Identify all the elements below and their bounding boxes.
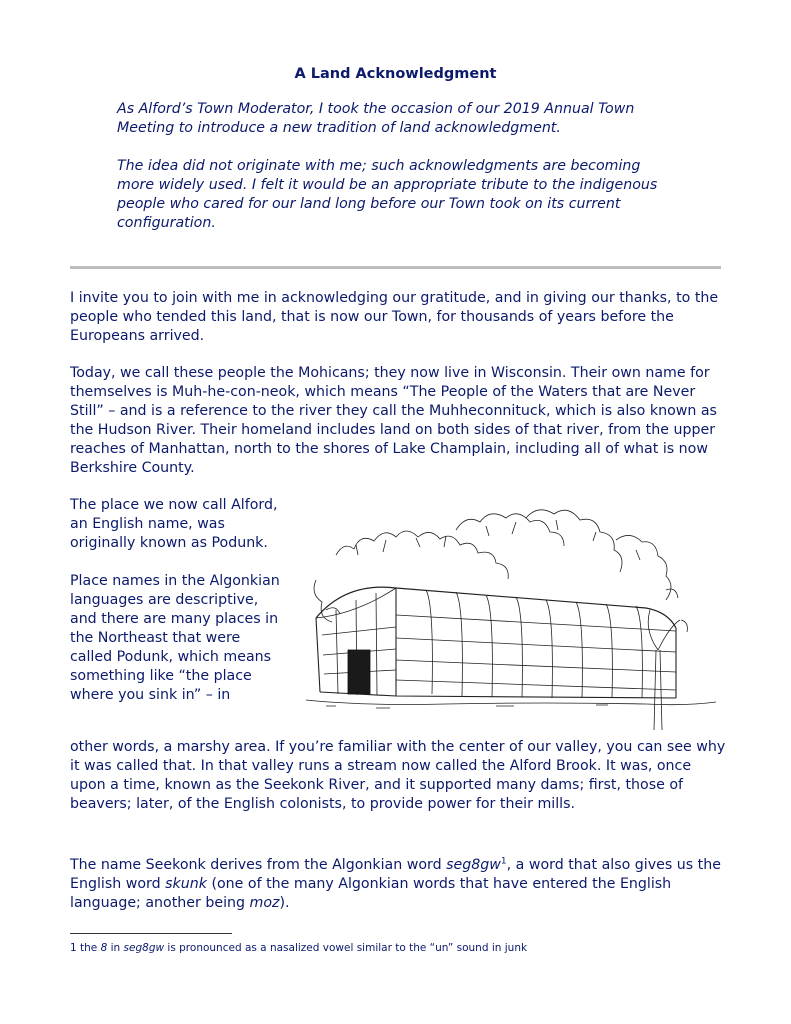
body-paragraph-5: other words, a marshy area. If you’re familiar with the center of our valley, you can see why it was called that. In that valley runs a stream now called the Alford Brook. It was, once upon a time, known as the Seekonk River, and it supported many dams; first, those of beavers; later, of the English colonists, to provide power for their mills. <box>70 739 726 812</box>
footnote <box>70 942 730 955</box>
footnote-number: 1 <box>70 942 77 954</box>
body-paragraph-6 <box>70 856 730 913</box>
intro-block <box>117 100 677 252</box>
body-paragraph-1: I invite you to join with me in acknowledging our gratitude, and in giving our thanks, to the people who tended this land, that is now our Town, for thousands of years before the Europeans arrived. <box>70 290 719 344</box>
footnote-text-a: the <box>76 942 101 954</box>
word-skunk: skunk <box>165 876 207 892</box>
footnote-text-b: in <box>107 942 124 954</box>
body-paragraph-3: The place we now call Alford, an English name, was originally known as Podunk. <box>70 497 278 551</box>
longhouse-illustration <box>296 500 726 735</box>
footnote-eight: 8 <box>100 942 108 954</box>
footnote-word: seg8gw <box>123 942 165 954</box>
p6-text-d: ). <box>279 895 290 911</box>
footnote-divider <box>70 933 232 934</box>
intro-paragraph-1: As Alford’s Town Moderator, I took the occasion of our 2019 Annual Town Meeting to introduce a new tradition of land acknowledgment. <box>117 101 635 136</box>
document-title: A Land Acknowledgment <box>294 66 497 82</box>
p6-text-b: , a word that also gives us the English word <box>70 857 721 892</box>
body-paragraph-2: Today, we call these people the Mohicans; they now live in Wisconsin. Their own name for themselves is Muh-he-con-neok, which means “The People of the Waters that are Never Still” – and is a reference to the river they call the Muhheconnituck, which is also known as the Hudson River. Their homeland includes land on both sides of that river, from the upper reaches of Manhattan, north to the shores of Lake Champlain, including all of what is now Berkshire County. <box>70 365 717 476</box>
body-paragraph-4: Place names in the Algonkian languages are descriptive, and there are many places in the Northeast that were called Podunk, which means something like “the place where you sink in” – in <box>70 573 280 703</box>
footnote-reference[interactable]: 1 <box>500 856 507 867</box>
side-text-block <box>70 496 285 724</box>
word-moz: moz <box>249 895 280 911</box>
p6-text-a: The name Seekonk derives from the Algonkian word <box>70 857 447 873</box>
section-divider <box>70 266 721 269</box>
footnote-text-c: is pronounced as a nasalized vowel similar to the “un” sound in junk <box>164 942 528 954</box>
intro-paragraph-2: The idea did not originate with me; such acknowledgments are becoming more widely used. I felt it would be an appropriate tribute to the indigenous people who cared for our land long before our Town took on its current configuration. <box>117 158 658 231</box>
algonkian-word: seg8gw <box>446 857 501 873</box>
p6-text-c: (one of the many Algonkian words that have entered the English language; another being <box>70 876 672 911</box>
